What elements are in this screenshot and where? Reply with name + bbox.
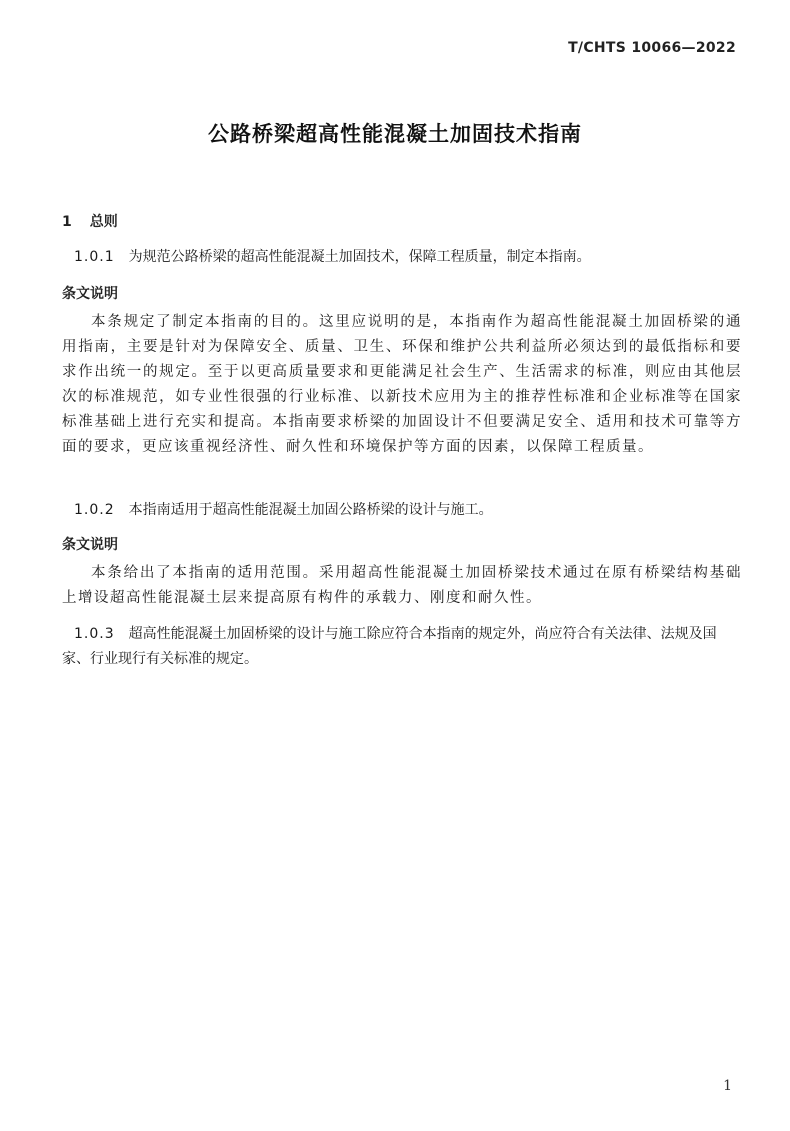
section-heading <box>62 211 118 231</box>
clause-number: 1.0.2 <box>74 502 115 518</box>
clause-text: 为规范公路桥梁的超高性能混凝土加固技术，保障工程质量，制定本指南。 <box>128 249 591 265</box>
clause-number: 1.0.3 <box>74 626 115 642</box>
clause-text: 本指南适用于超高性能混凝土加固公路桥梁的设计与施工。 <box>128 502 493 518</box>
clause-1-0-2 <box>62 498 742 523</box>
section-title: 总则 <box>89 214 118 230</box>
explanation-text: 本条给出了本指南的适用范围。采用超高性能混凝土加固桥梁技术通过在原有桥梁结构基础上增设超高性能混凝土层来提高原有构件的承载力、刚度和耐久性。 <box>62 565 742 606</box>
clause-text: 超高性能混凝土加固桥梁的设计与施工除应符合本指南的规定外，尚应符合有关法律、法规及国家、行业现行有关标准的规定。 <box>62 626 717 667</box>
standard-code: T/CHTS 10066—2022 <box>568 40 736 56</box>
clause-1-0-3 <box>62 622 742 672</box>
explanation-label: 条文说明 <box>62 286 118 302</box>
page-number: 1 <box>723 1078 732 1094</box>
explanation-label: 条文说明 <box>62 537 118 553</box>
document-title: 公路桥梁超高性能混凝土加固技术指南 <box>208 122 582 146</box>
clause-number: 1.0.1 <box>74 249 115 265</box>
clause-1-0-1 <box>62 245 742 270</box>
section-number: 1 <box>62 214 72 230</box>
explanation-text: 本条规定了制定本指南的目的。这里应说明的是，本指南作为超高性能混凝土加固桥梁的通用指南，主要是针对为保障安全、质量、卫生、环保和维护公共利益所必须达到的最低指标和要求作出统一的规定。至于以更高质量要求和更能满足社会生产、生活需求的标准，则应由其他层次的标准规范，如专业性很强的行业标准、以新技术应用为主的推荐性标准和企业标准等在国家标准基础上进行充实和提高。本指南要求桥梁的加固设计不但要满足安全、适用和技术可靠等方面的要求，更应该重视经济性、耐久性和环境保护等方面的因素，以保障工程质量。 <box>62 314 742 455</box>
